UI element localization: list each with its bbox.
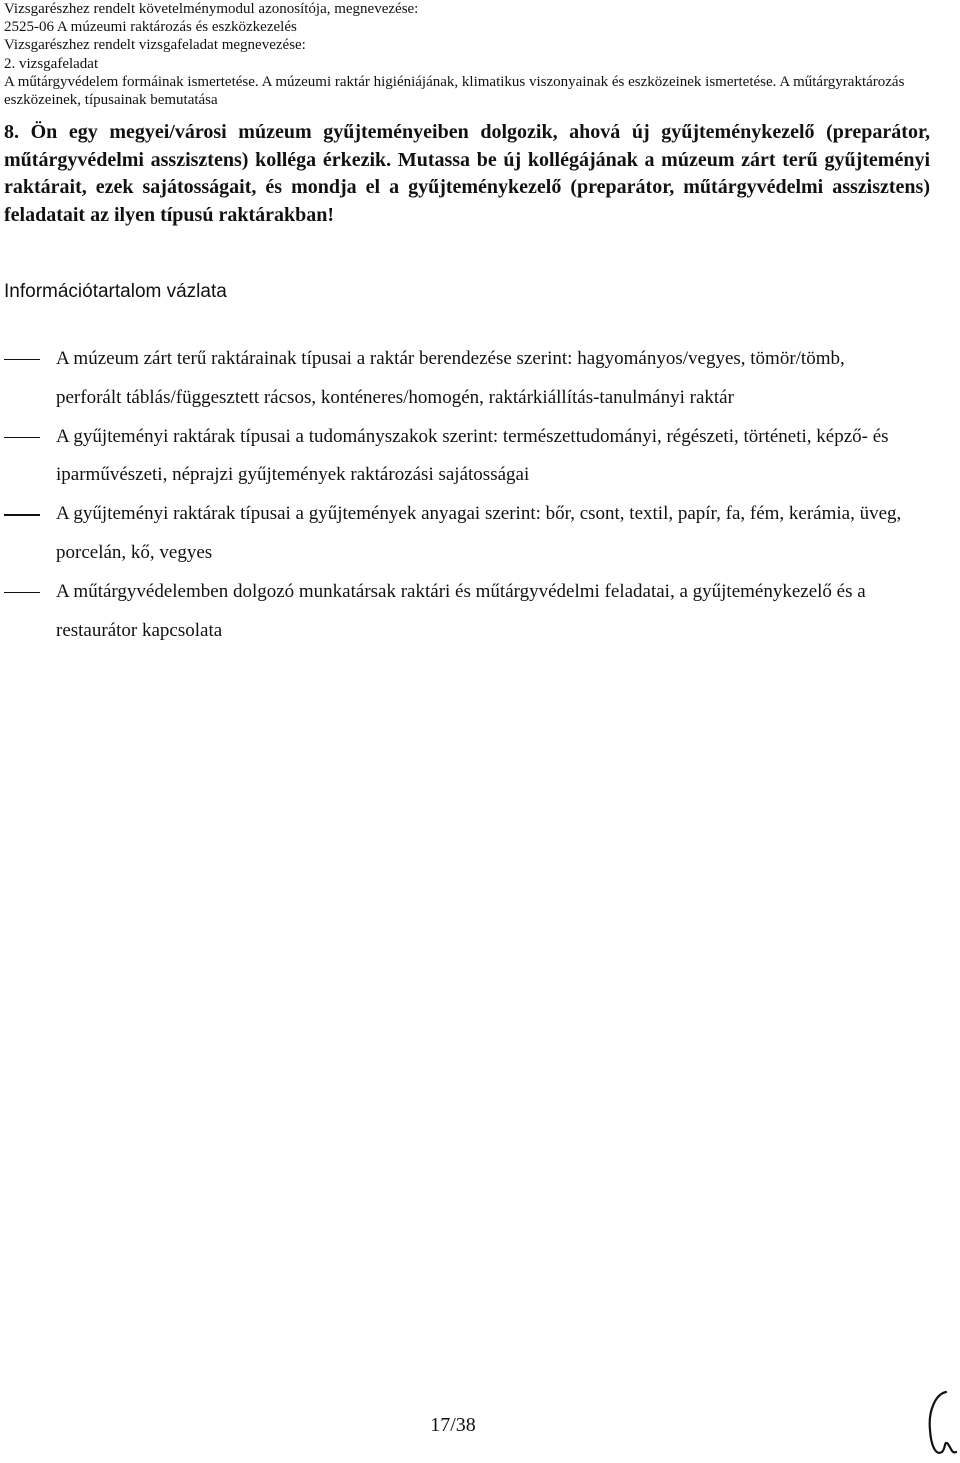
outline-item bbox=[4, 340, 904, 418]
dash-bullet bbox=[4, 437, 40, 438]
handwritten-mark-icon bbox=[922, 1388, 958, 1462]
dash-bullet bbox=[4, 592, 40, 593]
outline-item-text: A műtárgyvédelemben dolgozó munkatársak raktári és műtárgyvédelmi feladatai, a gyűjteménykezelő és a restaurátor kapcsolata bbox=[56, 580, 866, 641]
outline-item bbox=[4, 418, 904, 496]
task-question: 8. Ön egy megyei/városi múzeum gyűjteményeiben dolgozik, ahová új gyűjteménykezelő (preparátor, műtárgyvédelmi asszisztens) kolléga érkezik. Mutassa be új kollégájának a múzeum zárt terű gyűjteményi raktárait, ezek sajátosságait, és mondja el a gyűjteménykezelő (preparátor, műtárgyvédelmi asszisztens) feladatait az ilyen típusú raktárakban! bbox=[4, 121, 930, 226]
dash-bullet bbox=[4, 514, 40, 515]
outline-item-text: A gyűjteményi raktárak típusai a gyűjtemények anyagai szerint: bőr, csont, textil, papír, fa, fém, kerámia, üveg, porcelán, kő, vegyes bbox=[56, 503, 902, 563]
header-module-name: 2525-06 A múzeumi raktározás és eszközkezelés bbox=[4, 19, 297, 36]
outline-item-text: A gyűjteményi raktárak típusai a tudományszakok szerint: természettudományi, régészeti, történeti, képző- és iparművészeti, néprajzi gyűjtemények raktározási sajátosságai bbox=[56, 425, 889, 486]
document-header bbox=[4, 0, 954, 109]
header-module-label: Vizsgarészhez rendelt követelménymodul azonosítója, megnevezése: bbox=[4, 1, 419, 17]
header-task-number: 2. vizsgafeladat bbox=[4, 55, 99, 72]
outline-list bbox=[4, 340, 904, 650]
outline-item bbox=[4, 495, 904, 573]
page-number: 17/38 bbox=[430, 1414, 476, 1436]
header-task-topic: A műtárgyvédelem formáinak ismertetése. A múzeumi raktár higiéniájának, klimatikus viszonyainak és eszközeinek ismertetése. A műtárgyraktározás eszközeinek, típusainak bemutatása bbox=[4, 73, 905, 109]
dash-bullet bbox=[4, 359, 40, 360]
outline-item-text: A múzeum zárt terű raktárainak típusai a raktár berendezése szerint: hagyományos/vegyes, tömör/tömb, perforált táblás/függesztett rácsos, konténeres/homogén, raktárkiállítás-tanulmányi raktár bbox=[56, 348, 845, 408]
header-task-label: Vizsgarészhez rendelt vizsgafeladat megnevezése: bbox=[4, 37, 306, 54]
outline-item bbox=[4, 573, 904, 651]
outline-title: Információtartalom vázlata bbox=[4, 281, 227, 302]
